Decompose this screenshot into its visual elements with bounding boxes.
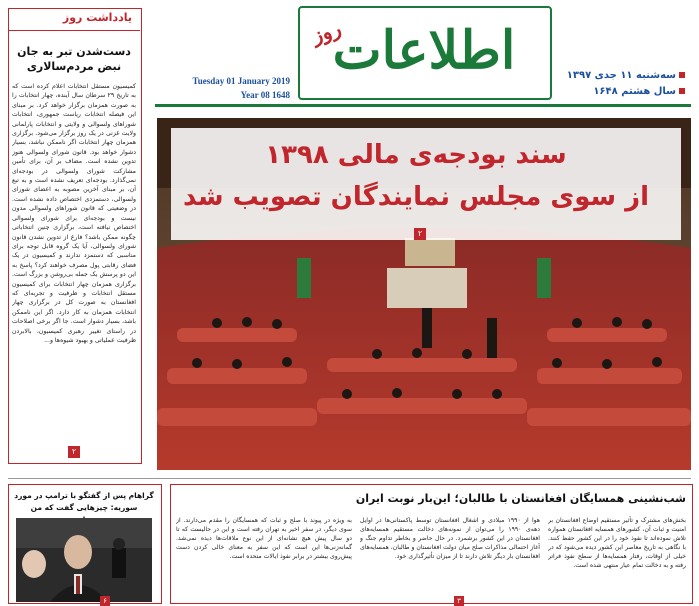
lead-headline-line2[interactable]: از سوی مجلس نمایندگان تصویب شد <box>182 182 650 212</box>
lead-headline-line1[interactable]: سند بودجه‌ی مالی ۱۳۹۸ <box>265 140 567 170</box>
editorial-body: کمیسیون مستقل انتخابات اعلام کرده است که به تاریخ ۲۹ سرطان سال آینده، چهار انتخابات را به صورت همزمان برگزار خواهد کرد. بر مبنای این فیصله انتخابات ریاست جمهوری، انتخابات شوراهای ولسوالی و ولایتی و انتخابات پارلمانی ولایت غزنی در یک روز برگزار می‌شود. برگزاری همزمان چهار انتخابات اگر ناممکن نباشد، بسیار دشوار خواهد بود. قانون شورای ولسوالی هنوز تدوین نشده است. مضاف بر آن، برای تأمین مشارکت شورای ولسوالی در بودجه‌ای نمی‌گذارد. بودجه‌ای تعریف نشده است و به تبع آن، بر مبنای آخرین مصوبه به اعضای شورای ولسوالی، دستمزدی اختصاص داده نشده است. در وضعیتی که قانون شوراهای ولسوالی مدون نیست و بودجه‌ای برای شورای ولسوالی اختصاص نیافته است، برگزاری چنین انتخاباتی چگونه ممکن باشد؟ فارغ از تدوین نشدن قانون شورای ولسوالی، آیا یک گروه قابل توجه برای مناسبی که دستمزد ندارند و کمیسیون در یک فضای رقابتی پول مصرف خواهند کرد؟ پاسخ به این دو پرسش یک جمله بی‌روشن و بزرگ است. برگزاری همزمان چهار انتخابات برای کمیسیون مستقل انتخابات و ظرفیت و تجربه‌ای که افغانستان به صورت کل در برگزاری چهار انتخابات همزمان به کار دارد. اگر این ناممکن باشد، بسیار دشوار است. جا اگر برخی اصلاحات در راستای تغییر رهبری کمیسیون، بالابردن ظرفیت عملیاتی و بهبود شیوه‌ها و... <box>12 83 136 344</box>
bottom-main-col2: هوا از ۱۹۹۰ میلادی و اشغال افغانستان توسط پاکستانی‌ها در اوایل دهه‌ی ۱۹۹۰ را می‌توان از نمونه‌های دخالت مستقیم همسایه‌های افغانستان در این کشور برشمرد. در حال حاضر و بخاطر تداوم جنگ و آغاز احتمالی مذاکرات صلح میان دولت افغانستان و طالبان، همسایه‌های افغانستان بار دیگر تلاش دارند تا از میزان تأثیرگذاری خود. <box>360 517 540 560</box>
bottom-left-title[interactable]: گراهام پس از گفتگو با ترامپ در مورد سوریه: چیزهایی گفت که من <box>14 491 154 512</box>
bottom-main-title[interactable]: شب‌نشینی همسایگان افغانستان با طالبان؛ این‌بار نوبت ایران <box>355 492 686 505</box>
lead-page-ref: ۲ <box>414 228 426 240</box>
bottom-main-col1: بخش‌های مشترک و تأثیر مستقیم اوضاع افغانستان بر امنیت و ثبات آن، کشورهای همسایه افغانستان همواره تلاش نموده‌اند تا نفوذ خود را در این کشور حفظ کنند. با نگاهی به تاریخ معاصر این کشور دیده می‌شود که در خیلی از اوقات، رفتار همسایه‌ها از سطح نفوذ فراتر رفته و به دخالت تمام عیار منتهی شده است. <box>548 517 686 569</box>
editorial-page-ref: ۲ <box>68 446 80 458</box>
masthead-logo: اطلاعات <box>332 20 516 81</box>
bottom-main-page-ref: ۳ <box>454 596 464 606</box>
bottom-main-col3: به ویژه در پیوند با صلح و ثبات که همسایگان را مقدم می‌دارند. از سوی دیگر، در سفر اخیر به تهران رفته است و این در حالیست که تا دو سال پیش هیچ نشانه‌ای از این نوع ملاقات‌ها دیده نمی‌شد. گمانه‌زنی‌ها این است که این سفر به معنای خالی کردن دست پیش‌روی بیشتر در برابر نفوذ ایالات متحده است. <box>176 517 352 560</box>
date-en: Tuesday 01 January 2019 <box>192 76 290 86</box>
date-fa: سه‌شنبه ۱۱ جدی ۱۳۹۷ <box>556 70 688 81</box>
section-divider <box>8 478 691 479</box>
year-fa: سال هشتم ۱۶۴۸ <box>556 86 688 97</box>
bottom-left-page-ref: ۶ <box>100 596 110 606</box>
year-en: Year 08 1648 <box>240 90 290 100</box>
top-rule <box>155 104 691 107</box>
politician-photo-image <box>16 518 152 602</box>
bottom-left-photo[interactable] <box>16 518 152 602</box>
editorial-header-label: یادداشت روز <box>62 11 132 24</box>
editorial-title[interactable]: دست‌شدن تبر به جان نبض مردم‌سالاری <box>17 45 131 73</box>
masthead-logo-sub: روز <box>309 16 344 48</box>
